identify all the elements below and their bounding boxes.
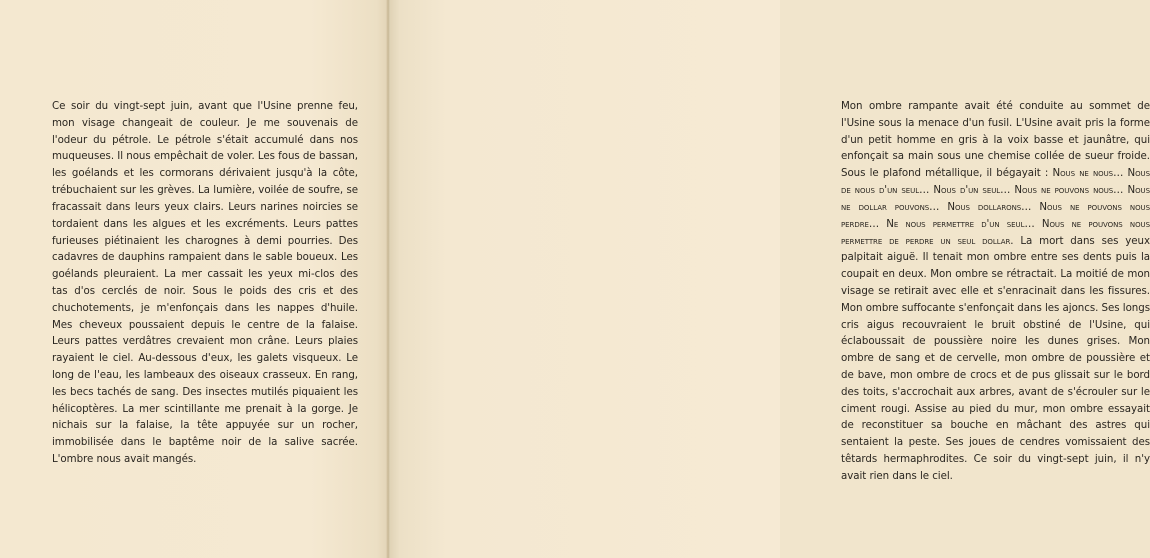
book-gutter	[386, 0, 390, 558]
right-page-intro: Mon ombre rampante avait été conduite au sommet de l'Usine sous la menace d'un fusil. L'Usine avait pris la forme d'un petit homme en gris à la voix basse et jaunâtre, qui enfonçait sa main sous une chemise collée de sueur froide. Sous le plafond métallique, il bégayait :	[841, 100, 1150, 180]
left-page	[0, 0, 388, 558]
right-page-stutter: Nous ne nous… Nous de nous d'un seul… Nous d'un seul… Nous ne pouvons nous… Nous ne dollar pouvons… Nous dollarons… Nous ne pouvons nous perdre… Ne nous permettre d'un seul… Nous ne pouvons nous permettre de perdre un seul dollar.	[841, 167, 1150, 247]
right-page-rest: La mort dans ses yeux palpitait aiguë. Il tenait mon ombre entre ses dents puis la coupait en deux. Mon ombre se rétractait. La moitié de mon visage se retirait avec elle et s'enracinait dans les fissures. Mon ombre suffocante s'enfonçait dans les ajoncs. Ses longs cris aigus recouvraient le bruit obstiné de l'Usine, qui éclaboussait de poussière noire les dunes grises. Mon ombre de sang et de cervelle, mon ombre de poussière et de bave, mon ombre de crocs et de pus glissait sur le bord des toits, s'accrochait aux arbres, avant de s'écrouler sur le ciment rougi. Assise au pied du mur, mon ombre essayait de reconstituer sa bouche en mâchant des astres qui sentaient la peste. Ses joues de cendres vomissaient des têtards hermaphrodites. Ce soir du vingt-sept juin, il n'y avait rien dans le ciel.	[841, 234, 1150, 482]
right-page	[388, 0, 1150, 558]
left-page-paragraph: Ce soir du vingt-sept juin, avant que l'Usine prenne feu, mon visage changeait de couleur. Je me souvenais de l'odeur du pétrole. Le pétrole s'était accumulé dans nos muqueuses. Il nous empêchait de voler. Les fous de bassan, les goélands et les cormorans dérivaient jusqu'à la côte, trébuchaient sur les grèves. La lumière, voilée de soufre, se fracassait dans leurs yeux clairs. Leurs narines noircies se tordaient dans les algues et les excréments. Leurs pattes furieuses piétinaient les charognes à demi pourries. Des cadavres de dauphins rampaient dans le sable boueux. Les goélands pleuraient. La mer cassait les yeux mi-clos des tas d'os cerclés de noir. Sous le poids des cris et des chuchotements, je m'enfonçais dans les nappes d'huile. Mes cheveux poussaient depuis le centre de la falaise. Leurs pattes verdâtres crevaient mon crâne. Leurs plaies rayaient le ciel. Au-dessous d'eux, les galets visqueux. Le long de l'eau, les lambeaux des oiseaux crasseux. En rang, les becs tachés de sang. Des insectes mutilés piquaient les hélicoptères. La mer scintillante me prenait à la gorge. Je nichais sur la falaise, la tête appuyée sur un rocher, immobilisée dans le baptême noir de la salive sacrée. L'ombre nous avait mangés.	[52, 100, 358, 466]
right-page-paragraph	[841, 98, 1150, 485]
